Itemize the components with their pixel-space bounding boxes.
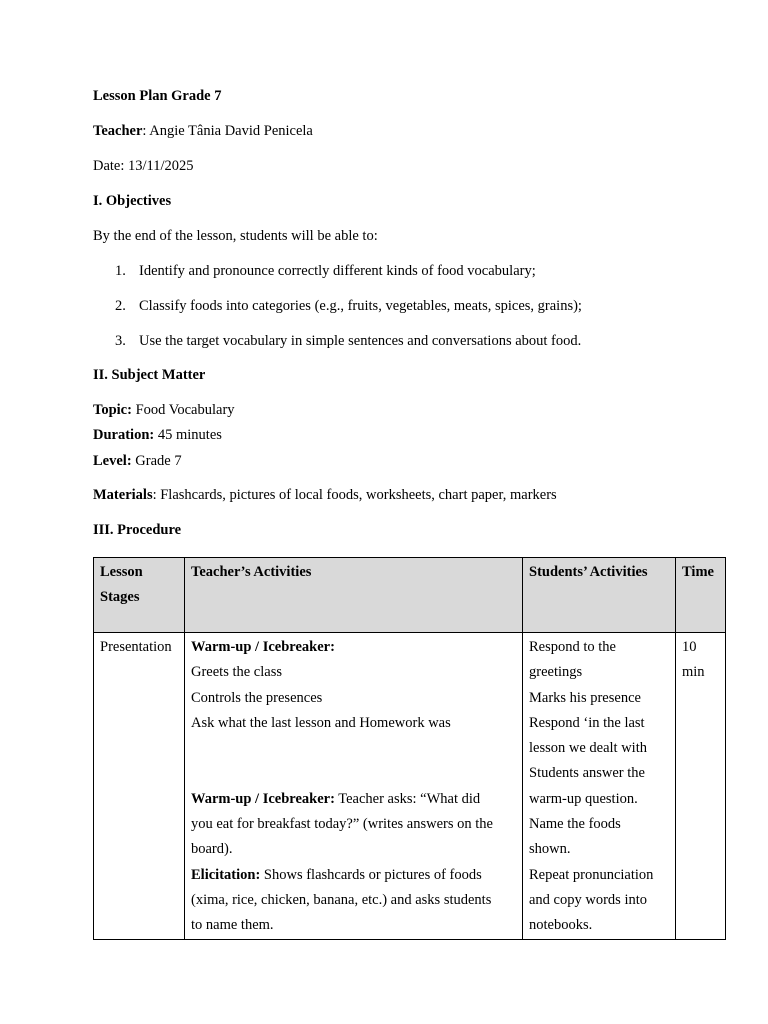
header-text: Lesson <box>100 564 143 580</box>
header-text: Stages <box>100 589 140 606</box>
time-unit: min <box>682 664 705 681</box>
subject-matter-heading: II. Subject Matter <box>93 367 206 383</box>
objective-number: 1. <box>115 263 126 279</box>
spacer <box>191 736 516 761</box>
date-line: Date: 13/11/2025 <box>93 158 194 174</box>
column-header-lesson-stages <box>94 558 185 633</box>
student-activity-line: Students answer the <box>529 765 645 782</box>
document-title: Lesson Plan Grade 7 <box>93 88 222 104</box>
teacher-activities-cell <box>185 633 523 940</box>
warmup-question-label: Warm-up / Icebreaker: <box>191 790 335 807</box>
teacher-activity-line: (xima, rice, chicken, banana, etc.) and asks students <box>191 891 492 908</box>
spacer <box>191 761 516 786</box>
materials-label: Materials <box>93 487 153 503</box>
objectives-intro: By the end of the lesson, students will be able to: <box>93 228 378 244</box>
elicitation-line <box>191 863 516 888</box>
objective-item: Identify and pronounce correctly different kinds of food vocabulary; <box>139 263 536 279</box>
objective-item: Use the target vocabulary in simple sentences and conversations about food. <box>139 333 582 349</box>
table-header-row <box>94 558 726 633</box>
student-activity-line: Respond to the <box>529 639 616 655</box>
student-activity-line: and copy words into <box>529 891 647 908</box>
teacher-activity-line: you eat for breakfast today?” (writes answers on the <box>191 816 493 833</box>
column-header-teacher-activities: Teacher’s Activities <box>185 558 523 633</box>
duration-line <box>93 426 222 444</box>
topic-line <box>93 401 235 419</box>
materials-value: : Flashcards, pictures of local foods, worksheets, chart paper, markers <box>152 487 557 503</box>
level-line <box>93 452 182 470</box>
student-activity-line: lesson we dealt with <box>529 740 647 757</box>
topic-label: Topic: <box>93 402 132 418</box>
teacher-activity-line: Greets the class <box>191 664 282 681</box>
teacher-label: Teacher <box>93 123 143 139</box>
column-header-students-activities: Students’ Activities <box>523 558 676 633</box>
teacher-value: : Angie Tânia David Penicela <box>142 123 313 139</box>
time-value: 10 <box>682 639 697 655</box>
objective-item: Classify foods into categories (e.g., fruits, vegetables, meats, spices, grains); <box>139 298 582 314</box>
student-activity-line: Marks his presence <box>529 689 641 706</box>
student-activity-line: Respond ‘in the last <box>529 714 645 731</box>
procedure-table <box>93 557 726 940</box>
level-label: Level: <box>93 453 132 469</box>
objectives-heading: I. Objectives <box>93 193 172 209</box>
warmup-label: Warm-up / Icebreaker: <box>191 639 335 655</box>
student-activity-line: Repeat pronunciation <box>529 866 654 883</box>
elicitation-label: Elicitation: <box>191 866 261 883</box>
student-activity-line: Name the foods <box>529 816 621 833</box>
stage-cell: Presentation <box>94 633 185 940</box>
duration-label: Duration: <box>93 427 155 443</box>
time-cell <box>676 633 726 940</box>
level-value: Grade 7 <box>131 453 182 469</box>
student-activity-line: notebooks. <box>529 917 593 934</box>
column-header-time: Time <box>676 558 726 633</box>
teacher-activity-line: Controls the presences <box>191 689 323 706</box>
objective-number: 2. <box>115 298 126 314</box>
teacher-activity-line: Ask what the last lesson and Homework was <box>191 714 451 731</box>
materials-line <box>93 486 557 504</box>
student-activity-line: warm-up question. <box>529 790 638 807</box>
table-row <box>94 633 726 940</box>
student-activity-line: greetings <box>529 664 583 681</box>
teacher-line <box>93 122 313 140</box>
elicitation-text: Shows flashcards or pictures of foods <box>260 866 482 883</box>
teacher-activity-line: board). <box>191 841 233 858</box>
warmup-question-text: Teacher asks: “What did <box>334 790 481 807</box>
warmup-question-line <box>191 787 516 812</box>
teacher-activity-line: to name them. <box>191 917 274 934</box>
topic-value: Food Vocabulary <box>131 402 235 418</box>
student-activity-line: shown. <box>529 841 571 858</box>
students-activities-cell <box>523 633 676 940</box>
objective-number: 3. <box>115 333 126 349</box>
procedure-heading: III. Procedure <box>93 522 182 538</box>
duration-value: 45 minutes <box>154 427 222 443</box>
